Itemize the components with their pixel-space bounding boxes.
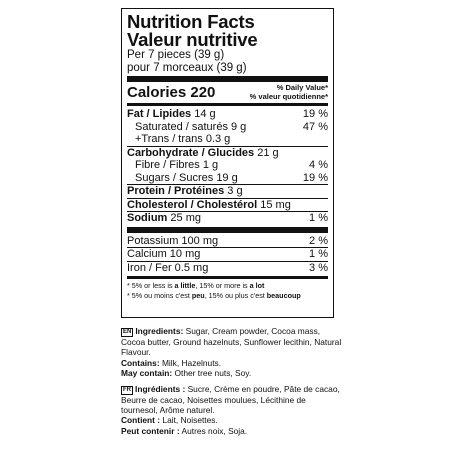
row-protein <box>127 185 328 198</box>
trans-label: +Trans / trans 0.3 g <box>135 133 231 145</box>
sodium-amount: 25 mg <box>170 212 201 224</box>
footnote-fr-text2: , 15% ou plus c'est <box>204 291 267 300</box>
sodium-dv: 1 % <box>309 212 328 224</box>
potassium-label: Potassium 100 mg <box>127 234 219 247</box>
row-fibre <box>127 159 328 172</box>
divider-medium <box>127 276 328 279</box>
serving-en: Per 7 pieces (39 g) <box>127 49 225 61</box>
row-sugars <box>127 172 328 185</box>
calcium-label: Calcium 10 mg <box>127 248 201 260</box>
protein-amount: 3 g <box>227 185 243 197</box>
ingredients-section <box>121 326 343 441</box>
contains-en-text: Milk, Hazelnuts. <box>161 357 222 368</box>
divider-medium <box>127 103 328 106</box>
fat-dv: 19 % <box>302 108 328 120</box>
carb-label: Carbohydrate / Glucides <box>127 146 255 159</box>
footnote-en-little: a little <box>174 281 196 290</box>
row-trans <box>127 133 328 146</box>
serving-fr: pour 7 morceaux (39 g) <box>127 61 247 74</box>
fibre-dv: 4 % <box>309 159 328 171</box>
row-iron <box>127 262 328 275</box>
daily-value-header-en: % Daily Value* <box>276 83 328 92</box>
footnote-en-text: * 5% or less is <box>127 281 175 290</box>
iron-label: Iron / Fer 0.5 mg <box>127 261 209 274</box>
ingredients-en-label: Ingredients: <box>135 326 184 336</box>
may-contain-en-label: May contain: <box>121 368 173 379</box>
contains-fr-label: Contient : <box>121 415 161 426</box>
protein-label: Protein / Protéines <box>127 185 225 197</box>
nutrition-facts-panel <box>121 8 334 318</box>
row-carbohydrate <box>127 147 328 160</box>
may-contain-fr-label: Peut contenir : <box>121 425 180 436</box>
title-fr: Valeur nutritive <box>127 29 258 50</box>
fr-flag-icon: FR <box>123 386 131 393</box>
may-contain-en-text: Other tree nuts, Soy. <box>174 368 252 379</box>
row-potassium <box>127 235 328 248</box>
row-fat <box>127 108 328 121</box>
saturated-dv: 47 % <box>302 120 328 133</box>
en-flag-icon: EN <box>123 329 132 335</box>
sodium-label: Sodium <box>127 212 168 224</box>
iron-dv: 3 % <box>309 261 328 274</box>
footnote-en-text2: , 15% or more is <box>195 281 250 290</box>
fat-label: Fat / Lipides <box>127 108 192 120</box>
row-saturated <box>127 121 328 134</box>
fibre-label: Fibre / Fibres 1 g <box>135 159 219 171</box>
footnote-fr <box>127 291 328 301</box>
ingredients-en-text: Sugar, Cream powder, Cocoa mass, Cocoa butter, Ground hazelnuts, Sunflower lecithin, Natural Flavour. <box>121 326 342 358</box>
footnote-fr-beaucoup: beaucoup <box>266 291 301 300</box>
potassium-dv: 2 % <box>309 234 328 247</box>
row-cholesterol <box>127 199 328 212</box>
ingredients-fr <box>121 384 343 437</box>
footnote-en-lot: a lot <box>249 281 265 290</box>
may-contain-fr-text: Autres noix, Soja. <box>181 425 248 436</box>
footnote-fr-peu: peu <box>191 291 205 300</box>
calcium-dv: 1 % <box>309 248 328 260</box>
ingredients-fr-text: Sucre, Crème en poudre, Pâte de cacao, Beurre de cacao, Noisettes moulues, Lécithine de tournesol, Arôme naturel. <box>121 383 340 416</box>
ingredients-en <box>121 326 343 379</box>
divider-thick <box>127 227 328 233</box>
calories: Calories 220 <box>127 84 216 101</box>
cholesterol-amount: 15 mg <box>260 198 291 211</box>
carb-amount: 21 g <box>257 146 279 159</box>
contains-fr-text: Lait, Noisettes. <box>162 415 218 426</box>
fat-amount: 14 g <box>194 108 216 120</box>
row-calcium <box>127 248 328 261</box>
daily-value-header-fr: % valeur quotidienne* <box>249 91 328 101</box>
footnote-en <box>127 281 328 291</box>
cholesterol-label: Cholesterol / Cholestérol <box>127 198 258 211</box>
title-en: Nutrition Facts <box>127 11 255 32</box>
sugars-label: Sugars / Sucres 19 g <box>135 171 238 184</box>
row-sodium <box>127 212 328 225</box>
sugars-dv: 19 % <box>302 171 328 184</box>
contains-en-label: Contains: <box>121 357 160 368</box>
footnote-fr-text: * 5% ou moins c'est <box>127 291 192 300</box>
ingredients-fr-label: Ingrédients : <box>135 383 186 394</box>
saturated-label: Saturated / saturés 9 g <box>135 120 247 133</box>
divider-thick <box>127 76 328 82</box>
